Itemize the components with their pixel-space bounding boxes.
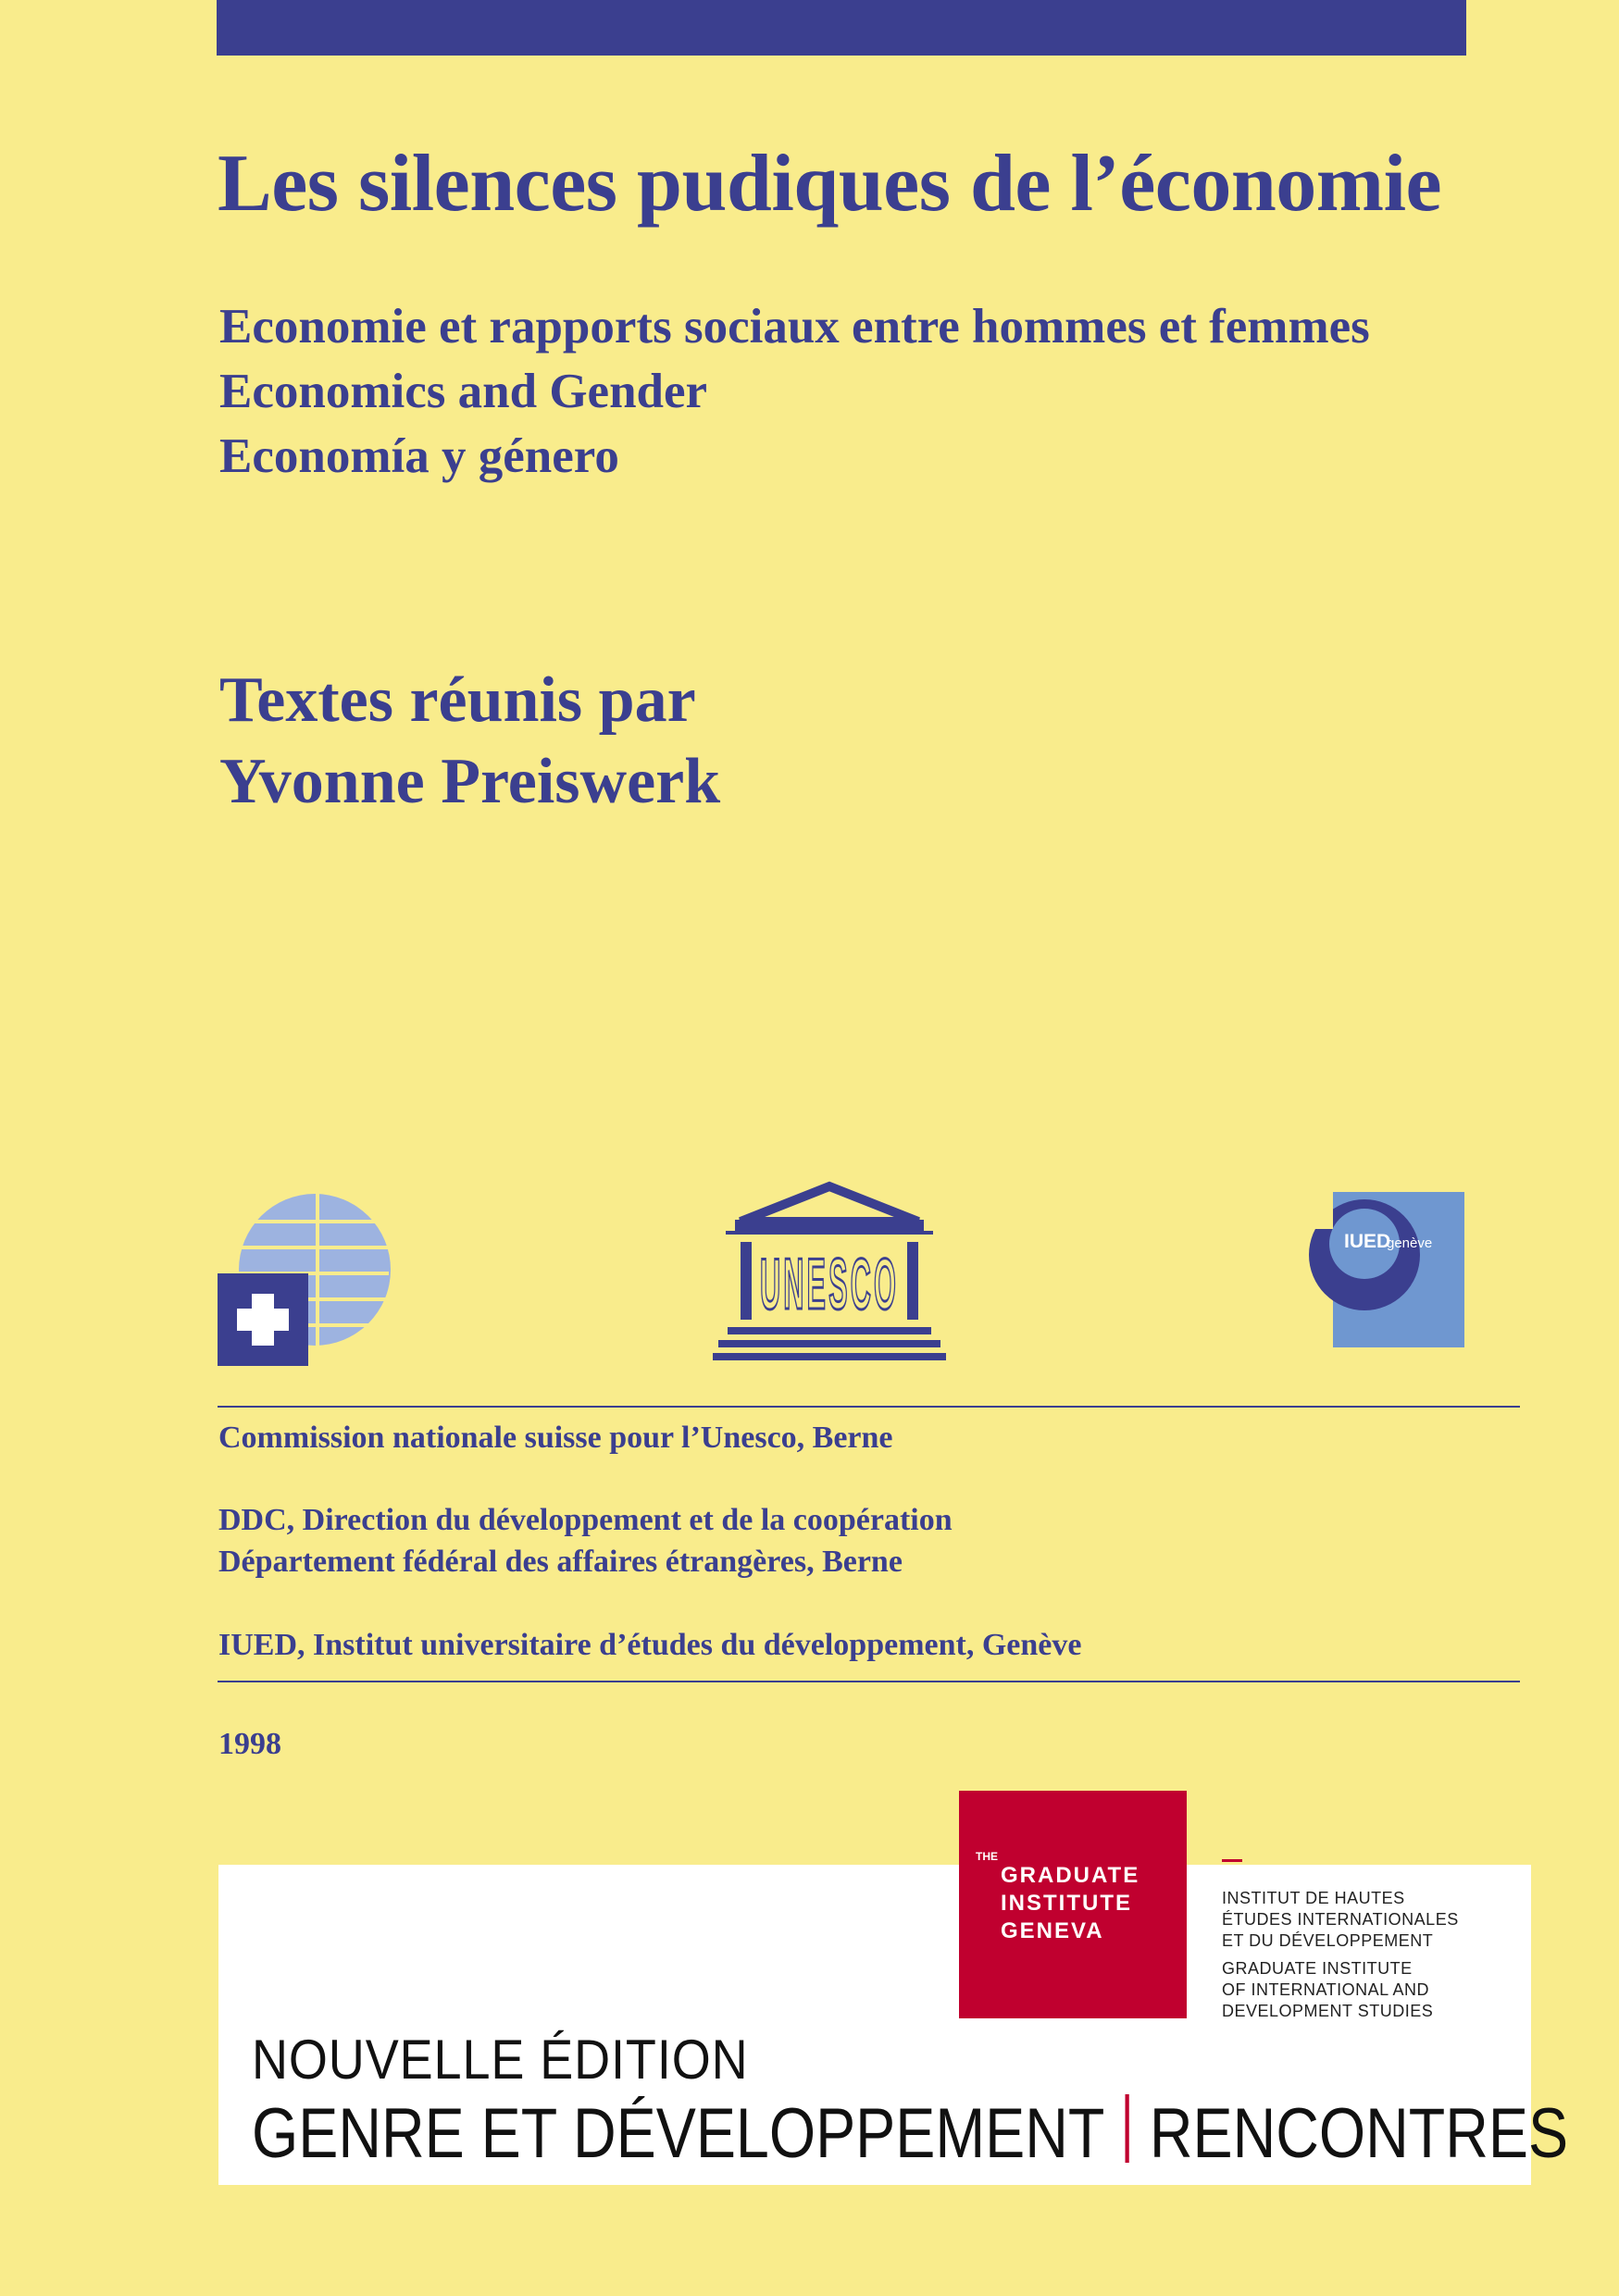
divider-bottom — [218, 1681, 1520, 1682]
gi-english-name-3: DEVELOPMENT STUDIES — [1222, 2002, 1434, 2020]
gi-logo-the: THE — [976, 1850, 998, 1863]
series-right: RENCONTRES — [1149, 2094, 1569, 2173]
gi-french-name-3: ET DU DÉVELOPPEMENT — [1222, 1931, 1434, 1950]
series-separator — [1125, 2094, 1128, 2163]
publication-year: 1998 — [218, 1727, 281, 1761]
top-color-bar — [217, 0, 1466, 56]
iued-logo-name: IUED — [1344, 1231, 1391, 1252]
series-title — [252, 2093, 1568, 2174]
publisher-ddc: DDC, Direction du développement et de la coopération — [218, 1503, 953, 1537]
gi-french-name-2: ÉTUDES INTERNATIONALES — [1222, 1910, 1459, 1929]
gi-french-name-1: INSTITUT DE HAUTES — [1222, 1889, 1405, 1907]
gi-logo-line-2: INSTITUTE — [1001, 1891, 1132, 1916]
publisher-commission: Commission nationale suisse pour l’Unesco, Berne — [218, 1421, 893, 1455]
gi-english-name-2: OF INTERNATIONAL AND — [1222, 1980, 1430, 1999]
edition-label: NOUVELLE ÉDITION — [252, 2029, 749, 2091]
editor-name: Yvonne Preiswerk — [219, 746, 721, 817]
subtitle-fr: Economie et rapports sociaux entre hommes et femmes — [219, 300, 1370, 354]
editor-intro: Textes réunis par — [219, 664, 696, 736]
subtitle-es: Economía y género — [219, 429, 619, 483]
unesco-logo-text: UNESCO — [760, 1243, 899, 1324]
graduate-institute-logo — [959, 1791, 1187, 2018]
swiss-globe-cross-icon — [218, 1194, 389, 1366]
book-title: Les silences pudiques de l’économie — [218, 139, 1442, 229]
unesco-temple-icon — [713, 1183, 946, 1370]
series-left: GENRE ET DÉVELOPPEMENT — [252, 2094, 1105, 2173]
gi-logo-line-3: GENEVA — [1001, 1918, 1104, 1943]
iued-logo-city: genève — [1387, 1235, 1433, 1251]
subtitle-en: Economics and Gender — [219, 365, 708, 418]
publisher-department: Département fédéral des affaires étrangères, Berne — [218, 1545, 903, 1579]
iued-logo-icon — [1285, 1192, 1464, 1347]
gi-logo-line-1: GRADUATE — [1001, 1863, 1140, 1888]
divider-top — [218, 1406, 1520, 1408]
gi-accent-dash — [1222, 1859, 1242, 1862]
gi-english-name-1: GRADUATE INSTITUTE — [1222, 1959, 1413, 1978]
publisher-iued: IUED, Institut universitaire d’études du développement, Genève — [218, 1628, 1082, 1662]
